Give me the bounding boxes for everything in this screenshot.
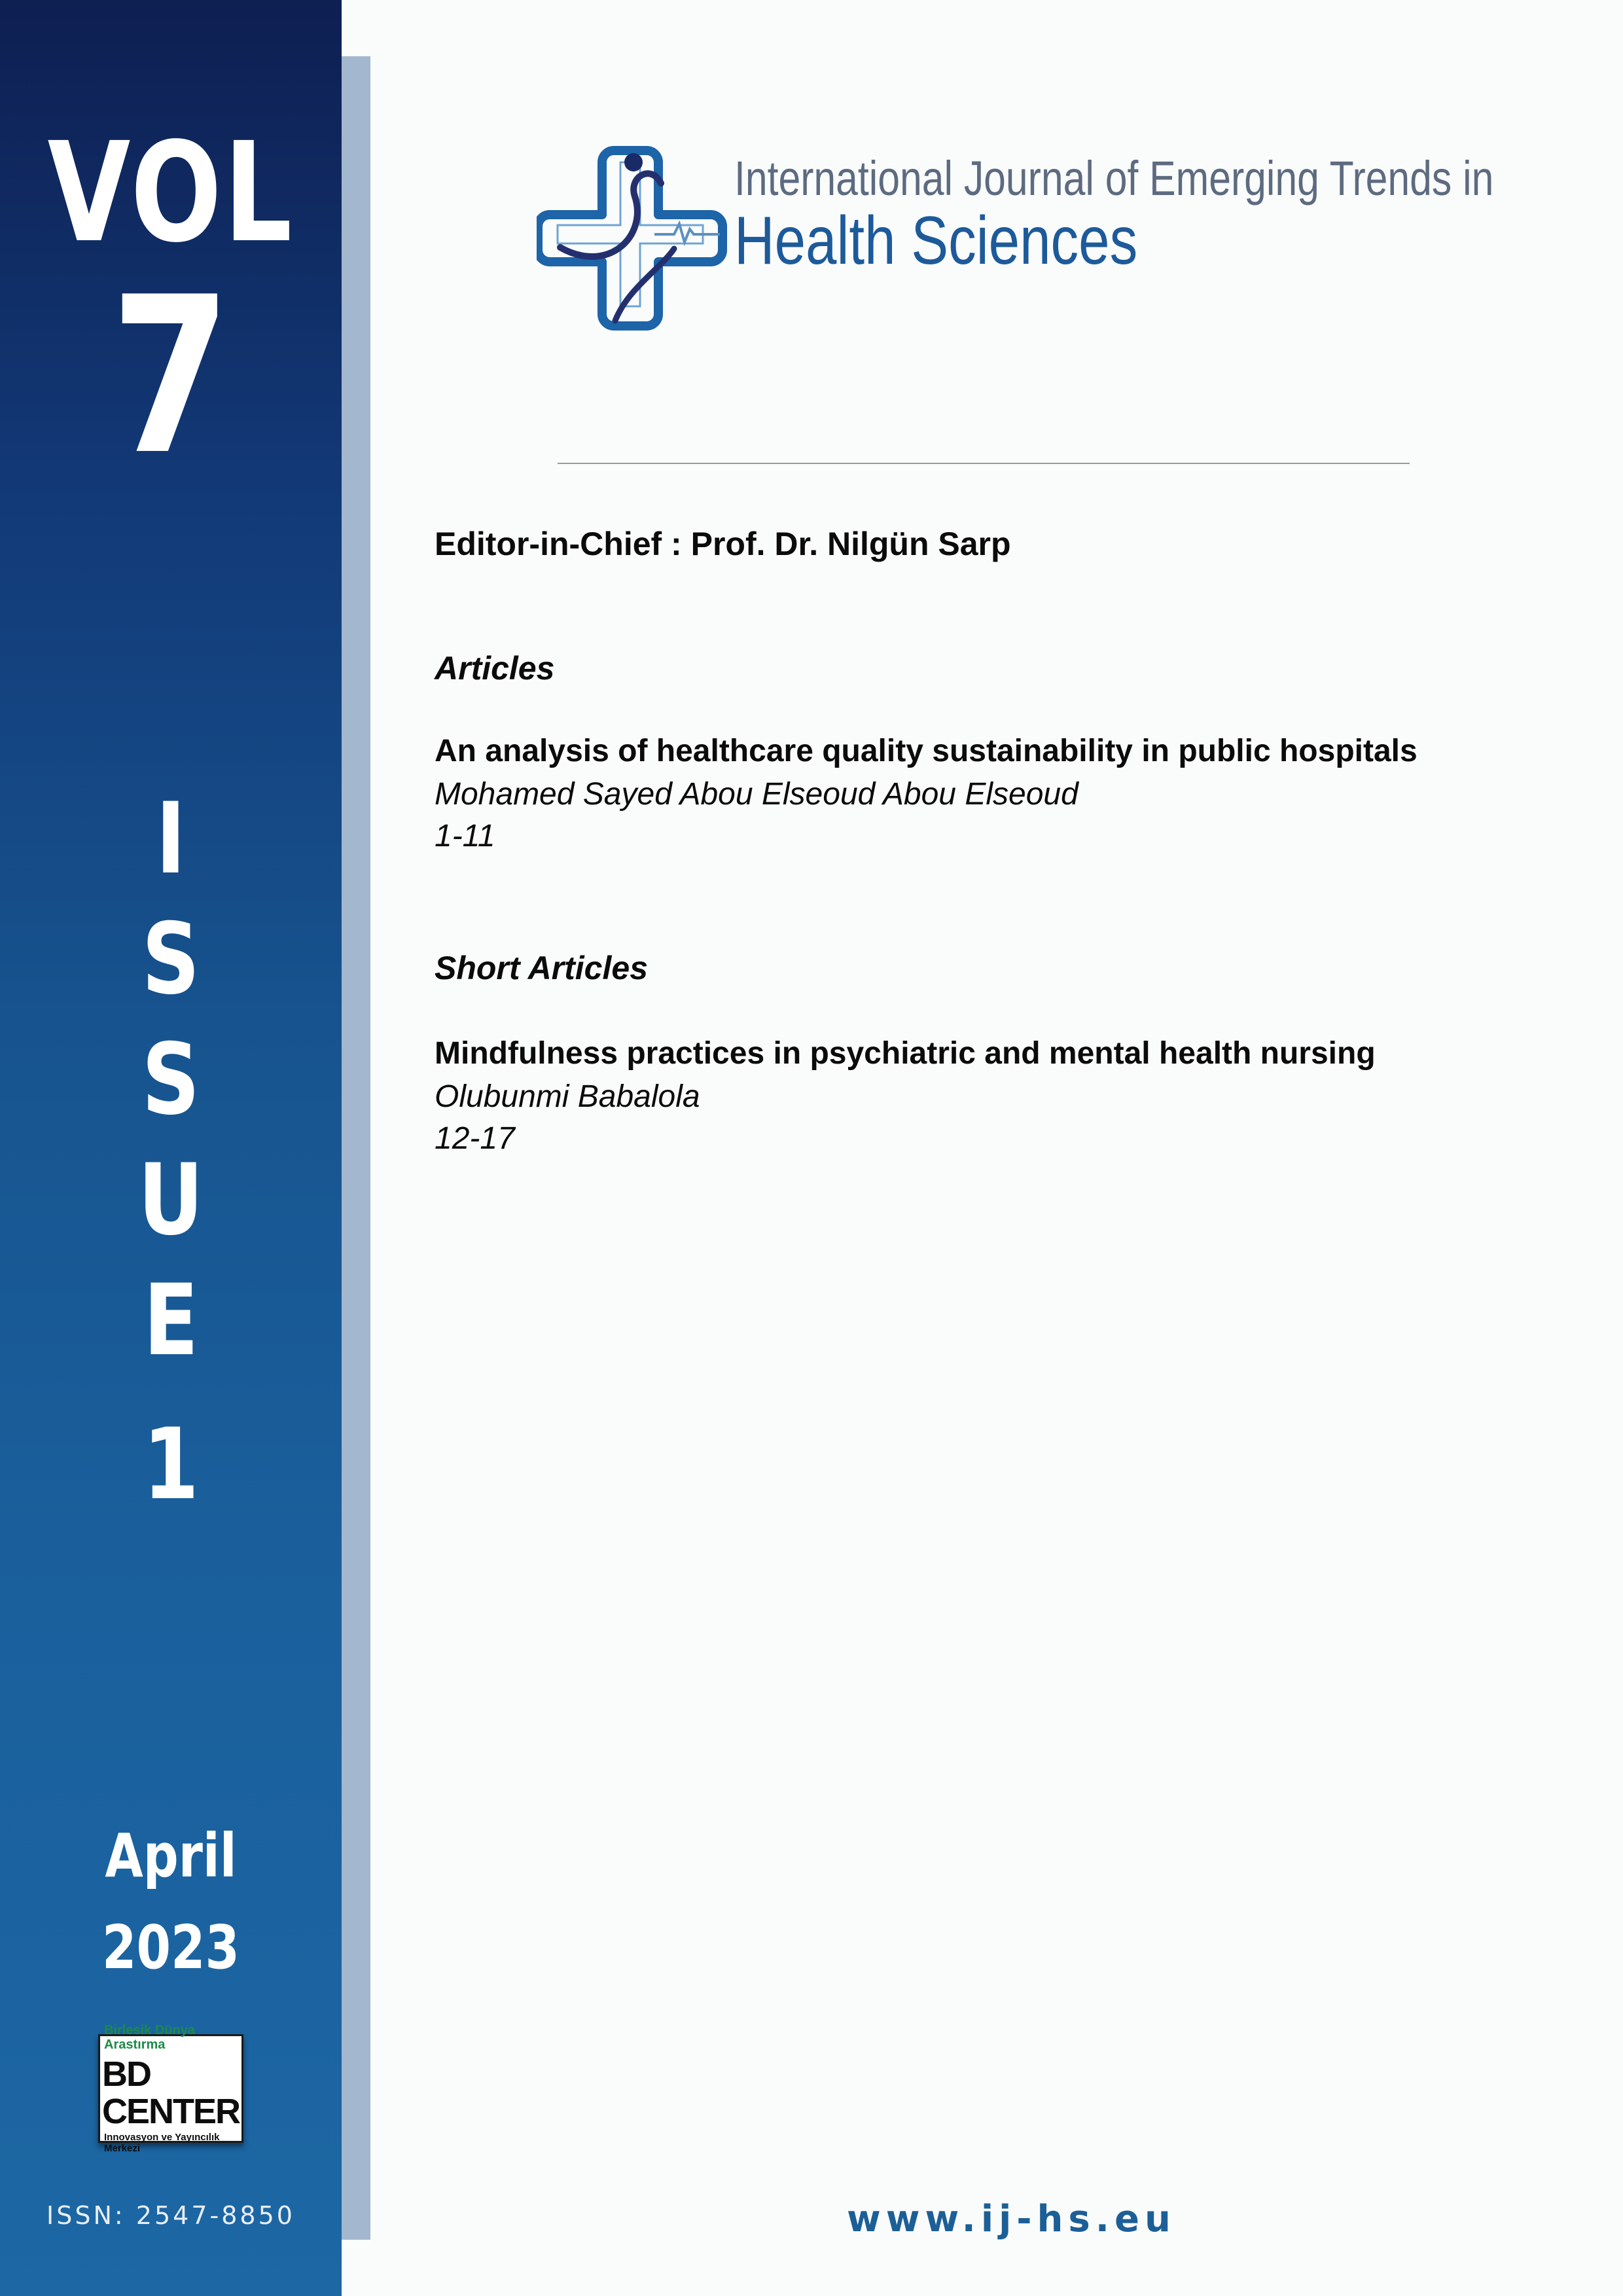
article-author: Mohamed Sayed Abou Elseoud Abou Elseoud <box>435 777 1079 812</box>
issue-letter: I <box>156 782 186 896</box>
issn-number: ISSN: 2547-8850 <box>46 2201 295 2230</box>
editor-in-chief: Editor-in-Chief : Prof. Dr. Nilgün Sarp <box>435 526 1011 562</box>
article-title[interactable]: An analysis of healthcare quality sustainability in public hospitals <box>435 734 1418 768</box>
issue-year: 2023 <box>102 1912 240 1982</box>
issue-number: 1 <box>143 1408 199 1522</box>
issue-letter: E <box>143 1264 199 1378</box>
issue-letter: S <box>141 1023 200 1137</box>
section-heading-short-articles: Short Articles <box>435 950 649 986</box>
article-author: Olubunmi Babalola <box>435 1079 700 1114</box>
publisher-logo <box>98 2022 243 2154</box>
header-divider <box>558 463 1410 464</box>
publisher-logo-bottom-text: Innovasyon ve Yayıncılık Merkezi <box>104 2132 220 2154</box>
publisher-logo-top-text: Birlesik Dünya Arastırma <box>104 2022 195 2052</box>
volume-label: VOL <box>47 113 294 273</box>
journal-title-line1: International Journal of Emerging Trends in <box>734 151 1494 206</box>
volume-number: 7 <box>111 251 231 502</box>
publisher-logo-name: BD CENTER <box>102 2054 240 2131</box>
issue-letter: S <box>141 903 200 1016</box>
journal-website-link[interactable]: www.ij-hs.eu <box>847 2198 1176 2240</box>
article-pages: 1-11 <box>435 819 495 853</box>
journal-title-line2: Health Sciences <box>734 203 1138 279</box>
issue-month: April <box>105 1821 237 1891</box>
article-pages: 12-17 <box>435 1121 515 1156</box>
cover-side-shadow <box>342 56 370 2240</box>
section-heading-articles: Articles <box>435 650 555 687</box>
issue-vertical-label <box>0 779 342 1525</box>
article-title[interactable]: Mindfulness practices in psychiatric and mental health nursing <box>435 1036 1376 1071</box>
issue-letter: U <box>138 1143 204 1257</box>
